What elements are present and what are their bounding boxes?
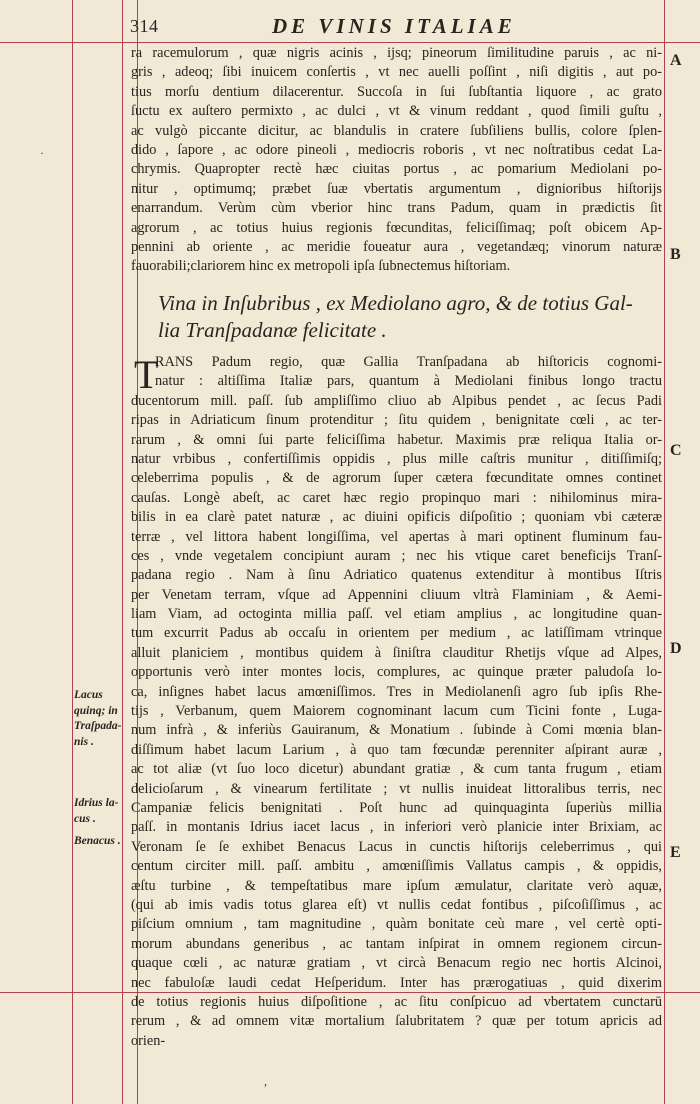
- text-line: agrorum , ac totius huius regionis fœcunditas, feliciſſimaq; poſt obicem Ap-: [131, 219, 662, 236]
- header-rule: [0, 42, 700, 43]
- text-line: tijs , Verbanum, quem Maiorem cognominant lacum cum Ticini fonte , Luga-: [131, 703, 662, 720]
- text-line: ra racemulorum , quæ nigris acinis , ijsq; pineorum ſimilitudine paruis , ac ni-: [131, 45, 662, 61]
- text-line: diſſimum habet lacum Larium , à quo tam fœcundæ perenniter aſpirant auræ ,: [131, 741, 662, 758]
- drop-cap: T: [134, 352, 159, 397]
- text-line: per Venetam terram, vſque ad Appennini cliuum vltrà Flaminiam , & Aemi-: [131, 586, 662, 603]
- text-line: enarrandum. Verùm cùm vberior hinc trans Padum, quam in prædictis ſit: [131, 200, 662, 217]
- section-letter-e: E: [670, 844, 681, 861]
- section-letter-b: B: [670, 246, 681, 263]
- text-line: gris , adeoq; ſibi inuicem conſertis , vt nec auelli poſſint , niſi digitis , aut po-: [131, 64, 662, 81]
- text-line: celeberrima populis , & de agrorum ſuper cætera fœcunditate omnes continet: [131, 470, 662, 487]
- text-line: num infrà , & inferiùs Gauiranum, & Monatium . ſubinde à Comi mœnia blan-: [131, 722, 662, 739]
- text-line: dido , ſapore , ac odore pineoli , mediocris roboris , vt nec noſtratibus cedat La-: [131, 141, 662, 158]
- margin-note-line: nis .: [74, 735, 94, 748]
- margin-rule-left-outer: [72, 0, 73, 1104]
- text-line: Campaniæ felicis benignitati . Poſt hunc ad quinquaginta ſuperiùs millia: [131, 799, 662, 816]
- stray-mark: ,: [264, 1074, 267, 1088]
- section-letter-c: C: [670, 442, 682, 459]
- margin-rule-left-inner: [122, 0, 123, 1104]
- text-line: lia Tranſpadanæ felicitate .: [158, 318, 387, 342]
- text-line: ducentorum mill. paſſ. ſub ampliſſimo cliuo ab Alpibus pendet , ac ſecus Padi: [131, 392, 662, 409]
- margin-note-lacus: [74, 688, 130, 750]
- margin-rule-text-right: [664, 0, 665, 1104]
- page-header: [130, 14, 668, 40]
- text-line: ac vulgò piccante dicitur, ac blandulis in cratere ſubſiliens bullis, colore ſplen-: [131, 122, 662, 139]
- margin-note-benacus: [74, 834, 130, 850]
- text-line: delicioſarum , & vinearum fertilitate ; vt nullis inuideat littoralibus terris, nec: [131, 780, 662, 797]
- text-line: Vina in Inſubribus , ex Mediolano agro, & de totius Gal-: [158, 291, 633, 315]
- margin-note-line: Lacus: [74, 689, 103, 701]
- margin-note-line: Traſpada-: [74, 720, 122, 732]
- text-line: cauſas. Longè abeſt, ac caret hæc regio propinquo mari : nihilominus mira-: [131, 489, 662, 506]
- text-line: bilis in ea clarè patet naturæ , ac diuini opificis diſpoſitio ; quoniam vbi cæteræ: [131, 509, 662, 526]
- text-line: nitur , optimumq; præbet ſuæ vbertatis argumentum , dignioribus hiſtorijs: [131, 180, 662, 197]
- text-line: ripas in Adriaticum ſinum protenditur ; ſitu quidem , benignitate cœli , ac ter-: [131, 412, 662, 429]
- main-paragraph: [131, 353, 662, 1051]
- text-line: de totius regionis huius diſpoſitione , ac ſitu conſpicuo ad vbertatem cunctarū: [131, 993, 662, 1010]
- text-line: æſtu turbine , & tempeſtatibus mare ipſum æmulatur, claritate verò aquæ,: [131, 877, 662, 894]
- text-line: ſuctu ex auſtero permixto , ac dulci , vt & vinum reddant , quod ſimili guſtu ,: [131, 103, 662, 120]
- text-line: terræ , vel littora habent longiſſima, vel apertas à mari optinent fluminum fau-: [131, 528, 662, 545]
- text-line: (qui ab imis vadis totus glarea eſt) vt nullis cedat fontibus , piſcoſiſſimus , ac: [131, 896, 662, 913]
- text-line: centum circiter mill. paſſ. ambitu , amœniſſimis Vallatus campis , & oppidis,: [131, 858, 662, 875]
- margin-note-idrius: [74, 796, 130, 827]
- margin-note-line: cus .: [74, 812, 96, 825]
- text-line: rarum , & omni ſui parte feliciſſima habetur. Maximis præ reliqua Italia or-: [131, 431, 662, 448]
- text-line: ca, inſignes habet lacus amœniſſimos. Tres in Mediolanenſi agro ſub ipſis Rhe-: [131, 683, 662, 700]
- margin-note-line: quinq; in: [74, 704, 118, 717]
- top-paragraph: [131, 44, 662, 277]
- text-line: natur : altiſſima Italiæ pars, quantum à Mediolani finibus longo tractu: [155, 373, 662, 390]
- text-line: quaque cœli , ac naturæ gratiam , vt circà Benacum regio nec hortis Alcinoi,: [131, 955, 662, 972]
- text-line: alluit planiciem , montibus quidem à ſiniſtra clauditur Rhetijs vſque ad Alpes,: [131, 644, 662, 661]
- text-line: RANS Padum regio, quæ Gallia Tranſpadana ab hiſtoricis cognomi-: [155, 354, 662, 370]
- text-line: pennini ab oriente , ac meridie foueatur aura , vegetandæq; vinorum naturæ: [131, 238, 662, 255]
- stray-mark: ·: [40, 146, 44, 160]
- text-line: fauorabili;clariorem hinc ex metropoli ipſa ſubnectemus hiſtoriam.: [131, 258, 511, 275]
- text-line: natur vrbibus , confertiſſimis oppidis , plus mille caſtris munitur , ditiſſimiſq;: [131, 450, 662, 467]
- text-line: rerum , & ad omnem vitæ mortalium ſalubritatem ? quæ per totum apricis ad: [131, 1013, 662, 1030]
- text-line: morum abundans generibus , ac tantam inſpirat in omnem regionem circun-: [131, 935, 662, 952]
- text-line: orien-: [131, 1032, 166, 1049]
- text-line: opportunis verò inter montes locis, complures, ac quinque præter paludoſa lo-: [131, 664, 662, 681]
- text-line: paſſ. in montanis Idrius iacet lacus , in inferiori verò planicie inter Brixiam, ac: [131, 819, 662, 836]
- text-line: chrymis. Quapropter rectè hæc ciuitas portus , ac pomarium Mediolani po-: [131, 161, 662, 178]
- text-line: liam Viam, ad octoginta millia paſſ. vel etiam amplius , ac longitudine quan-: [131, 606, 662, 623]
- margin-note-line: Idrius la-: [74, 797, 119, 809]
- page-number: 314: [130, 16, 159, 36]
- text-line: piſcium omnium , tam magnitudine , quàm bonitate ceù mare , vel certè opti-: [131, 916, 662, 933]
- section-heading: [158, 290, 648, 344]
- text-line: ces , vnde vegetalem concipiunt auram ; nec his vtique caret beneficijs Tranſ-: [131, 547, 662, 564]
- section-letter-a: A: [670, 52, 682, 69]
- text-line: tius morſu dentium dilacerentur. Succoſa in ſui ſubſtantia liquore , ac grato: [131, 83, 662, 100]
- section-letter-d: D: [670, 640, 682, 657]
- running-head: DE VINIS ITALIAE: [272, 14, 516, 38]
- text-line: ac tot aliæ (vt ſuo loco dicetur) abundant gratiæ , & cum tanta frugum , etiam: [131, 761, 662, 778]
- text-line: tum excurrit Padus ab occaſu in orientem per medium , ac latiſſimam vtrinque: [131, 625, 662, 642]
- margin-note-line: Benacus .: [74, 835, 121, 847]
- text-line: padana regio . Nam à ſinu Adriatico quatenus extenditur à montibus Iſtris: [131, 567, 662, 584]
- text-line: Veronam ſe ſe exhibet Benacus Lacus in cunctis hiſtorijs celeberrimus , qui: [131, 838, 662, 855]
- text-line: nec fabuloſæ laudi cedat Heſperidum. Inter has prærogatiuas , quid dixerim: [131, 974, 662, 991]
